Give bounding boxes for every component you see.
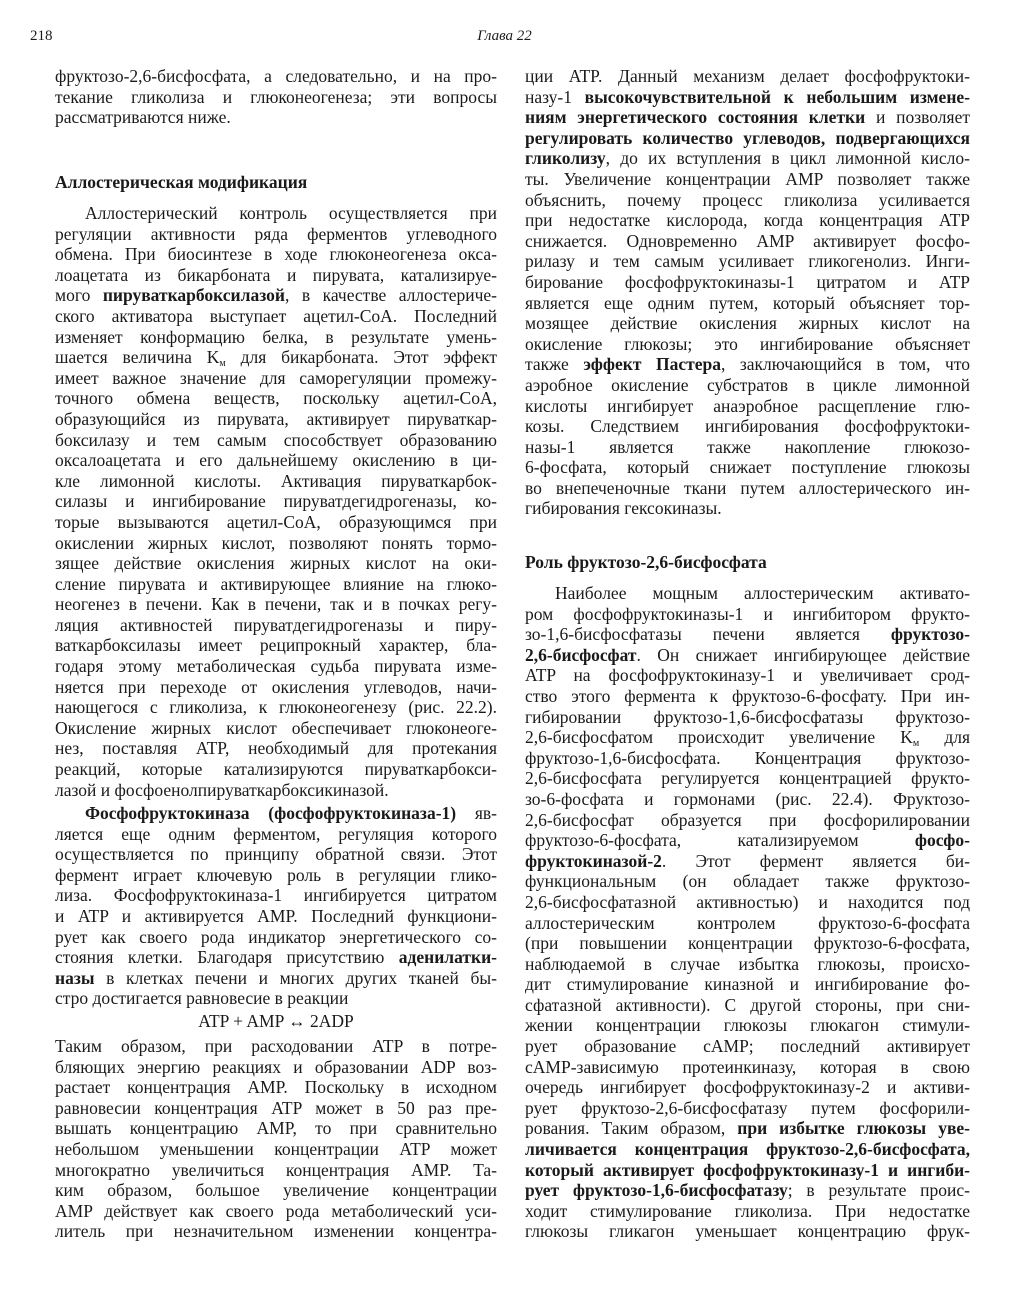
text-line: силазы и ингибирование пируватдегидрогеназы, ко- [55, 491, 497, 512]
text-line: ского активатора выступает ацетил-CoA. Последний [55, 305, 497, 326]
text-line: нез, поставляя ATP, необходимый для протекания [55, 738, 497, 759]
text-line [525, 107, 970, 128]
text-line: аэробное окисление субстратов в цикле лимонной [525, 374, 970, 395]
page-number: 218 [30, 28, 53, 44]
text-line: ты. Увеличение концентрации AMP позволяет также [525, 168, 970, 189]
bold-term: высокочувствительной к небольшим измене- [584, 86, 970, 107]
text-line: кле лимонной кислоты. Активация пируваткарбок- [55, 470, 497, 491]
text-line: ляция активностей пируватдегидрогеназы и пиру- [55, 614, 497, 635]
text-line: 6-фосфата, который снижает поступление глюкозы [525, 457, 970, 478]
bold-term: фосфо- [914, 830, 970, 851]
text-line: дит стимулирование киназной и ингибирование фо- [525, 974, 970, 995]
text-line: имеет важное значение для саморегуляции промежу- [55, 367, 497, 388]
text-line: литель при незначительном изменении концентра- [55, 1221, 497, 1242]
text-line: при недостатке кислорода, когда концентрация ATP [525, 210, 970, 231]
bold-term: ниям энергетического состояния клетки [525, 107, 866, 128]
text-line: неогенез в печени. Как в печени, так и в почках регу- [55, 594, 497, 615]
text-segment: , до их вступления в цикл лимонной кисло- [605, 148, 970, 169]
text-line: боксилазу и тем самым способствует образованию [55, 429, 497, 450]
text-segment: мого [55, 285, 103, 306]
text-line: ром фосфофруктокиназы-1 и ингибитором фрукто- [525, 603, 970, 624]
text-line [525, 830, 970, 851]
text-line [525, 624, 970, 645]
bold-term: рует фруктозо-1,6-бисфосфатазу [525, 1180, 788, 1201]
text-segment: , заключающийся в том, что [720, 354, 970, 375]
text-segment: стояния клетки. Благодаря присутствию [55, 947, 399, 968]
text-line: обмена. При биосинтезе в ходе глюконеогенеза окса- [55, 244, 497, 265]
text-line: гибировании фруктозо-1,6-бисфосфатазы фруктозо- [525, 706, 970, 727]
text-line: нающегося с гликолиза, к глюконеогенезу (рис. 22.2). [55, 697, 497, 718]
text-line [55, 347, 497, 368]
text-segment: , в качестве аллостериче- [284, 285, 497, 306]
text-line: растает концентрация AMP. Поскольку в исходном [55, 1077, 497, 1098]
text-line: лиза. Фосфофруктокиназа-1 ингибируется цитратом [55, 885, 497, 906]
bold-term: при избытке глюкозы уве- [737, 1118, 971, 1139]
text-line: Таким образом, при расходовании ATP в потре- [55, 1036, 497, 1056]
text-line: ваткарбоксилазы имеет реципрокный характер, бла- [55, 635, 497, 656]
text-line: (при повышении концентрации фруктозо-6-фосфата, [525, 933, 970, 954]
bold-term: эффект Пастера [583, 354, 721, 375]
text-line: изменяет конформацию белка, в результате умень- [55, 326, 497, 347]
text-line: вышать концентрацию AMP, то при сравнительно [55, 1118, 497, 1139]
text-segment: ; в результате проис- [787, 1180, 970, 1201]
text-line: рует фруктозо-2,6-бисфосфатазу путем фосфорили- [525, 1097, 970, 1118]
text-line [525, 851, 970, 872]
paragraph [55, 803, 497, 1009]
text-line [55, 285, 497, 306]
text-line: кислоты ингибирует анаэробное расщепление глю- [525, 395, 970, 416]
bold-term: 2,6-бисфосфат [525, 644, 637, 665]
text-segment: зо-1,6-бисфосфатазы печени является [525, 624, 891, 645]
text-line: бляющих энергию реакциях и образовании ADP воз- [55, 1056, 497, 1077]
text-segment: яв- [456, 803, 498, 823]
text-line: сление пирувата и активирующее влияние на глюко- [55, 573, 497, 594]
text-line: cAMP-зависимую протеинкиназу, которая в свою [525, 1056, 970, 1077]
text-line: регуляции активности ряда ферментов углеводного [55, 223, 497, 244]
text-line: фруктозо-1,6-бисфосфата. Концентрация фруктозо- [525, 747, 970, 768]
bold-term: Фосфофруктокиназа (фосфофруктокиназа-1) [85, 803, 457, 823]
text-segment: для [919, 727, 971, 748]
text-line: функциональным (он обладает также фруктозо- [525, 871, 970, 892]
text-line: рассматриваются ниже. [55, 107, 231, 128]
text-line: ляется еще одним ферментом, регуляция которого [55, 823, 497, 844]
text-line: мозящее действие окисления жирных кислот на [525, 313, 970, 334]
text-segment: фруктозо-6-фосфата, катализируемом [525, 830, 915, 851]
text-line: образующийся из пирувата, активирует пируваткар- [55, 408, 497, 429]
text-line [525, 1118, 970, 1139]
text-line [525, 1160, 970, 1181]
text-line: козы. Следствием ингибирования фосфофруктоки- [525, 416, 970, 437]
text-line [525, 645, 970, 666]
text-line: окисление глюкозы; это ингибирование объясняет [525, 333, 970, 354]
text-line [525, 727, 970, 748]
text-line [525, 354, 970, 375]
text-line: многократно увеличиться концентрация AMP. Та- [55, 1159, 497, 1180]
text-line: снижается. Одновременно AMP активирует фосфо- [525, 230, 970, 251]
text-line: осуществляется по принципу обратной связи. Этот [55, 844, 497, 865]
subscript: м [219, 358, 226, 370]
text-line: ким образом, большое увеличение концентрации [55, 1180, 497, 1201]
text-line: назы-1 является также накопление глюкозо- [525, 436, 970, 457]
running-header-chapter: Глава 22 [477, 28, 532, 44]
text-line [525, 87, 970, 108]
text-line: реакций, которые катализируются пируваткарбокси- [55, 759, 497, 780]
text-line: зящее действие окисления жирных кислот на оки- [55, 553, 497, 574]
text-line: 2,6-бисфосфата регулируется концентрацией фрукто- [525, 768, 970, 789]
text-line: бирование фосфофруктокиназы-1 цитратом и ATP [525, 271, 970, 292]
bold-term: личивается концентрация фруктозо-2,6-бисфосфата, [525, 1139, 970, 1160]
section-heading-text: Аллостерическая модификация [55, 172, 308, 192]
text-line: годаря этому метаболическая судьба пирувата изме- [55, 656, 497, 677]
text-line: является еще одним путем, который объясняет тор- [525, 292, 970, 313]
subscript: м [912, 738, 920, 750]
bold-term: гликолизу [525, 148, 606, 169]
text-line [525, 1139, 970, 1160]
text-line: глюкозы гликагон уменьшает концентрацию фрук- [525, 1221, 970, 1242]
text-line: гибирования гексокиназы. [525, 498, 722, 519]
text-segment: назу-1 [525, 86, 585, 107]
bold-term: назы [55, 967, 95, 988]
text-line: AMP действует как своего рода метаболический уси- [55, 1200, 497, 1221]
bold-term: фруктозо- [890, 624, 970, 645]
text-line: Окисление жирных кислот обеспечивает глюконеоге- [55, 717, 497, 738]
text-line: небольшом уменьшении концентрации ATP может [55, 1138, 497, 1159]
text-segment: для бикарбоната. Этот эффект [225, 347, 497, 368]
paragraph [55, 1036, 497, 1242]
equation [55, 1011, 497, 1032]
text-line: ство этого фермента к фруктозо-6-фосфату. При ин- [525, 685, 970, 706]
text-line [525, 128, 970, 149]
text-line [525, 1180, 970, 1201]
text-line: лоацетата из бикарбоната и пирувата, катализируе- [55, 264, 497, 285]
bold-term: который активирует фосфофруктокиназу-1 и ингиби- [525, 1159, 970, 1180]
text-line: фруктозо-2,6-бисфосфата, а следовательно, и на про- [55, 66, 497, 86]
paragraph [525, 66, 970, 519]
text-line: ходит стимулирование гликолиза. При недостатке [525, 1200, 970, 1221]
text-line: объяснить, почему процесс гликолиза усиливается [525, 189, 970, 210]
text-line: текание гликолиза и глюконеогенеза; эти вопросы [55, 86, 497, 107]
text-line: аллостерическим контролем фруктозо-6-фосфата [525, 912, 970, 933]
paragraph [55, 66, 497, 128]
text-line: наблюдаемой в случае избытка глюкозы, происхо- [525, 953, 970, 974]
bold-term: аденилатки- [398, 947, 497, 968]
paragraph [55, 203, 497, 800]
text-line: лазой и фосфоенолпируваткарбоксикиназой. [55, 779, 389, 800]
text-line: фермент играет ключевую роль в регуляции глико- [55, 864, 497, 885]
text-line [55, 968, 497, 989]
text-line: очередь ингибирует фосфофруктокиназу-2 и активи- [525, 1077, 970, 1098]
text-line: Аллостерический контроль осуществляется при [85, 203, 497, 223]
text-line: и ATP и активируется AMP. Последний функциони- [55, 905, 497, 926]
text-line [55, 803, 497, 824]
text-line: ции ATP. Данный механизм делает фосфофруктоки- [525, 66, 970, 86]
text-line: ATP на фосфофруктокиназу-1 и увеличивает срод- [525, 665, 970, 686]
section-heading-text: Роль фруктозо-2,6-бисфосфата [525, 552, 767, 572]
text-line: окислении жирных кислот, позволяют понять тормо- [55, 532, 497, 553]
text-segment: рования. Таким образом, [525, 1118, 738, 1139]
text-line: рилазу и тем самым усиливает гликогенолиз. Инги- [525, 251, 970, 272]
paragraph [525, 583, 970, 1242]
text-segment: . Этот фермент является би- [661, 850, 970, 871]
text-line: 2,6-бисфосфат образуется при фосфорилировании [525, 809, 970, 830]
text-segment: 2,6-бисфосфатом происходит увеличение K [525, 727, 913, 748]
text-line: Наиболее мощным аллостерическим активато- [555, 583, 970, 603]
text-line: торые вызываются ацетил-CoA, образующимся при [55, 511, 497, 532]
text-line: равновесии концентрация ATP может в 50 раз пре- [55, 1097, 497, 1118]
text-segment: также [525, 354, 584, 375]
text-segment: в клетках печени и многих других тканей бы- [94, 967, 497, 988]
text-line: стро достигается равновесие в реакции [55, 988, 349, 1009]
text-line: жении концентрации глюкозы глюкагон стимули- [525, 1015, 970, 1036]
bold-term: пируваткарбоксилазой [102, 285, 285, 306]
equation-text: ATP + AMP ↔ 2ADP [198, 1011, 354, 1031]
text-line: сфатазной активности). С другой стороны, при сни- [525, 994, 970, 1015]
text-segment: и позволяет [865, 107, 970, 128]
text-line: няется при переходе от окисления углеводов, начи- [55, 676, 497, 697]
bold-term: фруктокиназой-2 [525, 850, 662, 871]
text-line [55, 947, 497, 968]
text-line: во внепеченочные ткани путем аллостерического ин- [525, 477, 970, 498]
section-heading [55, 172, 497, 193]
text-line: зо-6-фосфата и гормонами (рис. 22.4). Фруктозо- [525, 788, 970, 809]
text-line: 2,6-бисфосфатазной активностью) и находится под [525, 891, 970, 912]
text-line: оксалоацетата и его дальнейшему окислению в ци- [55, 450, 497, 471]
text-segment: . Он снижает ингибирующее действие [636, 644, 970, 665]
text-segment: шается величина K [55, 347, 220, 368]
section-heading [525, 552, 970, 573]
text-line: точного обмена веществ, поскольку ацетил-CoA, [55, 388, 497, 409]
text-line: рует как своего рода индикатор энергетического со- [55, 926, 497, 947]
text-line [525, 148, 970, 169]
text-line: рует образование cAMP; последний активирует [525, 1036, 970, 1057]
bold-term: регулировать количество углеводов, подвергающихся [525, 127, 970, 148]
